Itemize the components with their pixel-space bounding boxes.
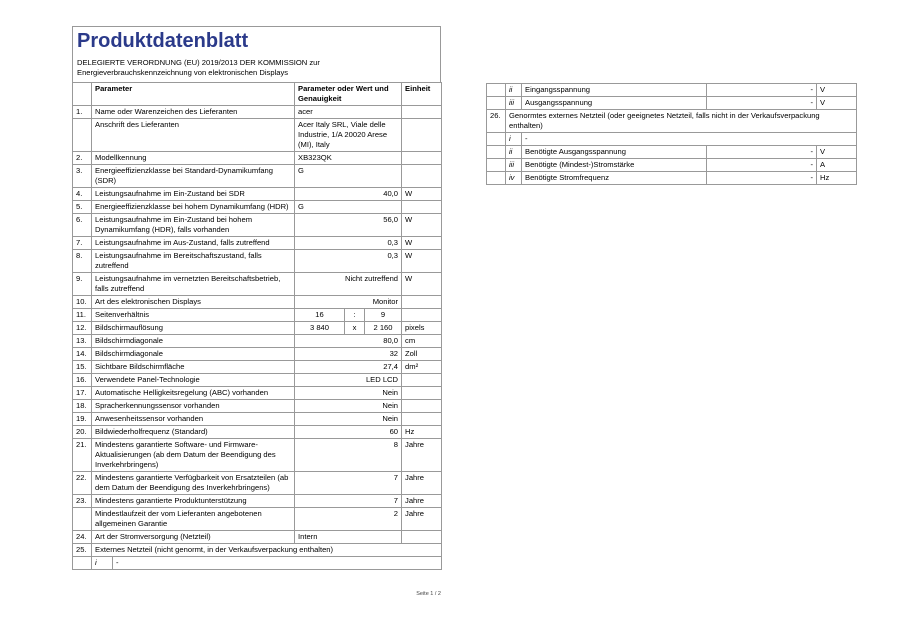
row-value: 80,0	[295, 335, 402, 348]
row-label: Art des elektronischen Displays	[92, 296, 295, 309]
row-number	[487, 84, 506, 97]
row-sub-index: iv	[506, 172, 522, 185]
table-row	[73, 374, 442, 387]
row-label: Leistungsaufnahme im vernetzten Bereitschaftsbetrieb, falls zutreffend	[92, 273, 295, 296]
product-datasheet-page-2	[486, 83, 856, 185]
row-value: 32	[295, 348, 402, 361]
row-label: Energieeffizienzklasse bei Standard-Dynamikumfang (SDR)	[92, 165, 295, 188]
row-label: Anwesenheitssensor vorhanden	[92, 413, 295, 426]
row-unit	[402, 201, 442, 214]
row-label: Genormtes externes Netzteil (oder geeignetes Netzteil, falls nicht in der Verkaufsverpackung enthalten)	[506, 110, 857, 133]
row-number	[487, 159, 506, 172]
row-number: 15.	[73, 361, 92, 374]
row-number	[73, 119, 92, 152]
row-number: 24.	[73, 531, 92, 544]
row-label: Mindestens garantierte Software- und Firmware-Aktualisierungen (ab dem Datum der Beendigung des Inverkehrbringens)	[92, 439, 295, 472]
table-row	[487, 133, 857, 146]
row-number: 9.	[73, 273, 92, 296]
row-value: acer	[295, 106, 402, 119]
row-unit: W	[402, 237, 442, 250]
row-unit: Jahre	[402, 472, 442, 495]
row-number: 16.	[73, 374, 92, 387]
aspect-sep: :	[345, 309, 365, 322]
row-label: Benötigte Ausgangsspannung	[522, 146, 707, 159]
datasheet-header	[72, 26, 441, 82]
row-number: 22.	[73, 472, 92, 495]
table-row	[73, 188, 442, 201]
row-label: Leistungsaufnahme im Bereitschaftszustand, falls zutreffend	[92, 250, 295, 273]
row-value: XB323QK	[295, 152, 402, 165]
row-value: Nein	[295, 387, 402, 400]
table-row	[73, 106, 442, 119]
row-number: 12.	[73, 322, 92, 335]
row-number	[73, 508, 92, 531]
row-number	[73, 557, 92, 570]
row-unit	[402, 400, 442, 413]
table-row	[73, 361, 442, 374]
table-row	[73, 413, 442, 426]
row-label: Art der Stromversorgung (Netzteil)	[92, 531, 295, 544]
resolution-height: 2 160	[365, 322, 402, 335]
table-row	[73, 508, 442, 531]
table-row	[73, 387, 442, 400]
table-row	[73, 214, 442, 237]
row-label: Seitenverhältnis	[92, 309, 295, 322]
table-row	[487, 146, 857, 159]
row-label: Anschrift des Lieferanten	[92, 119, 295, 152]
table-row	[487, 97, 857, 110]
subtitle-line-2: Energieverbrauchskennzeichnung von elektronischen Displays	[77, 68, 289, 77]
row-number: 6.	[73, 214, 92, 237]
row-value: 7	[295, 472, 402, 495]
row-value: -	[707, 97, 817, 110]
row-sub-value: -	[116, 558, 119, 567]
table-row	[73, 152, 442, 165]
row-sub-index: iii	[506, 159, 522, 172]
row-label: Benötigte (Mindest-)Stromstärke	[522, 159, 707, 172]
row-label: Bildschirmauflösung	[92, 322, 295, 335]
aspect-a: 16	[295, 309, 345, 322]
table-row	[73, 165, 442, 188]
row-sub-index: i	[92, 557, 113, 569]
header-parameter: Parameter	[92, 83, 295, 106]
row-sub-index: ii	[506, 84, 522, 97]
row-label: Mindestens garantierte Produktunterstützung	[92, 495, 295, 508]
table-row	[73, 439, 442, 472]
row-value: 0,3	[295, 237, 402, 250]
row-unit: V	[817, 146, 857, 159]
table-row	[73, 544, 442, 557]
row-unit: Hz	[402, 426, 442, 439]
table-row	[73, 273, 442, 296]
row-unit	[402, 119, 442, 152]
row-unit	[402, 374, 442, 387]
row-unit: W	[402, 273, 442, 296]
row-value: Nein	[295, 413, 402, 426]
table-row	[73, 309, 442, 322]
row-number: 1.	[73, 106, 92, 119]
row-number: 14.	[73, 348, 92, 361]
row-label: Automatische Helligkeitsregelung (ABC) vorhanden	[92, 387, 295, 400]
row-value: 56,0	[295, 214, 402, 237]
row-label: Energieeffizienzklasse bei hohem Dynamikumfang (HDR)	[92, 201, 295, 214]
row-number: 19.	[73, 413, 92, 426]
table-row	[73, 322, 442, 335]
row-number	[487, 97, 506, 110]
row-value: 40,0	[295, 188, 402, 201]
row-unit: dm²	[402, 361, 442, 374]
row-value: -	[707, 146, 817, 159]
row-value: 2	[295, 508, 402, 531]
row-number: 13.	[73, 335, 92, 348]
row-value: -	[707, 172, 817, 185]
sub-row-cell	[92, 557, 442, 570]
row-unit: cm	[402, 335, 442, 348]
table-row	[73, 296, 442, 309]
row-number	[487, 133, 506, 146]
row-number: 10.	[73, 296, 92, 309]
row-label: Leistungsaufnahme im Aus-Zustand, falls zutreffend	[92, 237, 295, 250]
row-number: 4.	[73, 188, 92, 201]
row-number: 8.	[73, 250, 92, 273]
row-label: Bildschirmdiagonale	[92, 335, 295, 348]
table-row	[487, 84, 857, 97]
row-label: Mindestlaufzeit der vom Lieferanten angebotenen allgemeinen Garantie	[92, 508, 295, 531]
row-number: 18.	[73, 400, 92, 413]
header-value: Parameter oder Wert und Genauigkeit	[295, 83, 402, 106]
row-number	[487, 172, 506, 185]
row-unit: A	[817, 159, 857, 172]
row-label: Benötigte Stromfrequenz	[522, 172, 707, 185]
row-unit	[402, 387, 442, 400]
row-label: Eingangsspannung	[522, 84, 707, 97]
row-value: -	[707, 159, 817, 172]
aspect-b: 9	[365, 309, 402, 322]
datasheet-table	[72, 82, 442, 570]
row-unit: W	[402, 214, 442, 237]
table-row	[73, 119, 442, 152]
row-value: Monitor	[295, 296, 402, 309]
table-row	[73, 250, 442, 273]
row-unit	[402, 106, 442, 119]
row-label: Bildschirmdiagonale	[92, 348, 295, 361]
row-value: Nicht zutreffend	[295, 273, 402, 296]
row-label: Bildwiederholfrequenz (Standard)	[92, 426, 295, 439]
resolution-sep: x	[345, 322, 365, 335]
table-row	[73, 400, 442, 413]
row-value: 60	[295, 426, 402, 439]
table-row	[73, 201, 442, 214]
row-unit	[402, 165, 442, 188]
table-row	[487, 172, 857, 185]
row-value: Acer Italy SRL, Viale delle Industrie, 1/A 20020 Arese (MI), Italy	[295, 119, 402, 152]
row-unit: Hz	[817, 172, 857, 185]
table-row	[487, 110, 857, 133]
row-unit	[402, 296, 442, 309]
table-row	[73, 472, 442, 495]
row-value: Nein	[295, 400, 402, 413]
row-unit: W	[402, 250, 442, 273]
row-unit: V	[817, 97, 857, 110]
row-sub-value: -	[522, 133, 857, 146]
table-row	[73, 237, 442, 250]
row-label: Mindestens garantierte Verfügbarkeit von Ersatzteilen (ab dem Datum der Beendigung des Inverkehrbringens)	[92, 472, 295, 495]
row-value: 27,4	[295, 361, 402, 374]
row-label: Leistungsaufnahme im Ein-Zustand bei SDR	[92, 188, 295, 201]
table-row	[73, 335, 442, 348]
row-label: Name oder Warenzeichen des Lieferanten	[92, 106, 295, 119]
row-unit: W	[402, 188, 442, 201]
row-value: -	[707, 84, 817, 97]
row-unit: pixels	[402, 322, 442, 335]
row-number: 20.	[73, 426, 92, 439]
page-title: Produktdatenblatt	[77, 30, 249, 52]
table-row	[73, 531, 442, 544]
page-footer: Seite 1 / 2	[416, 591, 441, 597]
row-value: G	[295, 165, 402, 188]
subtitle-line-1: DELEGIERTE VERORDNUNG (EU) 2019/2013 DER KOMMISSION zur	[77, 58, 320, 67]
row-unit	[402, 309, 442, 322]
row-label: Leistungsaufnahme im Ein-Zustand bei hohem Dynamikumfang (HDR), falls vorhanden	[92, 214, 295, 237]
row-number: 2.	[73, 152, 92, 165]
table-row	[73, 348, 442, 361]
row-value: 0,3	[295, 250, 402, 273]
row-label: Modellkennung	[92, 152, 295, 165]
row-number: 7.	[73, 237, 92, 250]
row-unit: Jahre	[402, 439, 442, 472]
table-row	[73, 557, 442, 570]
row-label: Verwendete Panel-Technologie	[92, 374, 295, 387]
table-header-row	[73, 83, 442, 106]
row-value: 7	[295, 495, 402, 508]
row-number: 25.	[73, 544, 92, 557]
row-unit: V	[817, 84, 857, 97]
row-value: LED LCD	[295, 374, 402, 387]
row-label: Externes Netzteil (nicht genormt, in der Verkaufsverpackung enthalten)	[92, 544, 442, 557]
row-sub-index: ii	[506, 146, 522, 159]
row-value: Intern	[295, 531, 402, 544]
table-row	[73, 495, 442, 508]
row-unit: Jahre	[402, 508, 442, 531]
resolution-width: 3 840	[295, 322, 345, 335]
row-number: 3.	[73, 165, 92, 188]
table-row	[487, 159, 857, 172]
row-label: Spracherkennungssensor vorhanden	[92, 400, 295, 413]
power-supply-table	[486, 83, 857, 185]
row-number: 5.	[73, 201, 92, 214]
row-number: 11.	[73, 309, 92, 322]
row-sub-index: i	[506, 133, 522, 146]
row-unit	[402, 531, 442, 544]
row-unit	[402, 152, 442, 165]
row-number: 17.	[73, 387, 92, 400]
row-number: 23.	[73, 495, 92, 508]
row-sub-index: iii	[506, 97, 522, 110]
header-unit: Einheit	[402, 83, 442, 106]
row-value: G	[295, 201, 402, 214]
row-unit	[402, 413, 442, 426]
row-unit: Zoll	[402, 348, 442, 361]
row-label: Ausgangsspannung	[522, 97, 707, 110]
row-number	[487, 146, 506, 159]
row-value: 8	[295, 439, 402, 472]
row-number: 21.	[73, 439, 92, 472]
row-number: 26.	[487, 110, 506, 133]
row-unit: Jahre	[402, 495, 442, 508]
product-datasheet-page-1	[72, 26, 441, 570]
table-row	[73, 426, 442, 439]
row-label: Sichtbare Bildschirmfläche	[92, 361, 295, 374]
